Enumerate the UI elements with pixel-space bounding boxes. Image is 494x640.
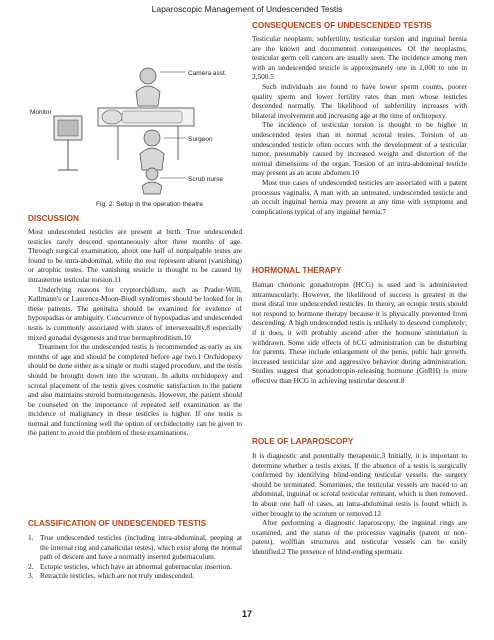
figure-caption: Fig. 2: Setup in the operation theatre bbox=[96, 201, 204, 208]
discussion-text bbox=[28, 227, 242, 438]
running-header: Laparoscopic Management of Undescended Testis bbox=[151, 4, 343, 14]
laparoscopy-paragraph-1: It is diagnostic and potentially therapeutic.3 Initially, it is important to determine whether a testis exists. If the absence of a testis is surgically confirmed by identifying blind-ending testicular vessels, the surgery should be terminated. Sometimes, the testicular vessels are traced to an abdominal, inguinal or scrotal testicular remnant, which is then removed. In about one half of cases, an intra-abdominal testis is found which is either brought to the scrotum or removed.12 bbox=[252, 451, 467, 518]
camera-assistant-drawing bbox=[136, 68, 160, 106]
hormonal-paragraph-1: Human chorionic gonadotropin (HCG) is used and is administered intramuscularly. However, the likelihood of success is greatest in the most distal true undescended testicles. In theory, an ectopic testis should not respond to hormone therapy because it is physically prevented from descending. A high undescended testis is unlikely to descend completely; if it does, it will probably ascend after the hormone stimulation is withdrawn. Some side effects of hCG administration can be disturbing for parents. These include enlargement of the penis, pubic hair growth, increased testicular size and aggressive behavior during administration. Studies suggest that gonadotropin-releasing hormone (GnRH) is more effective than HCG in achieving testicular descent.8 bbox=[252, 280, 467, 385]
monitor-drawing bbox=[54, 116, 82, 170]
discussion-paragraph-2: Underlying reasons for cryptorchidism, such as Prader-Willi, Kallmann's or Laurence-Moon-Biedl syndromes should be looked for in these patients. The genitalia should be examined for evidence of hypospadias or ambiguity. Concurrence of hypospadias and undescended testis is commonly associated with states of intersexuality,8 especially mixed gonadal dysgenesis and true hermaphroditism.10 bbox=[28, 284, 242, 342]
consequences-paragraph-3: The incidence of testicular torsion is thought to be higher in undescended testes than in normal scrotal testes. Torsion of an undescended testicle often occurs with the development of a testicular tumor, presumably caused by increased weight and distortion of the normal dimensions of the organ. Torsion of an intra-abdominal testicle may present as an acute abdomen.10 bbox=[252, 120, 467, 178]
surgeon-drawing bbox=[140, 130, 164, 170]
monitor-label: Monitor bbox=[30, 109, 52, 116]
discussion-heading: DISCUSSION bbox=[28, 214, 79, 223]
consequences-paragraph-1: Testicular neoplasm, subfertility, testicular torsion and inguinal hernia are the known and documented consequences. Of the neoplasms, testicular germ cell cancers are usually seen. The incidence among men with an undescended testicle is approximately one in 1,000 to one in 2,500.5 bbox=[252, 34, 467, 82]
discussion-paragraph-1: Most undescended testicles are present at birth. True undescended testicles rarely descend spontaneously after three months of age. Through surgical examination, about one half of nonpalpable testes are found to be intra-abdominal, while the rest represent absent (vanishing) or atrophic testes. The vanishing testicle is thought to be caused by intrauterine testicular torsion.11 bbox=[28, 227, 242, 284]
consequences-paragraph-2: Such individuals are found to have lower sperm counts, poorer quality sperm and lower fertility rates than men whose testicles descended normally. The likelihood of subfertility increases with bilateral involvement and increasing age at the time of orchiopexy. bbox=[252, 81, 467, 120]
camera-asst-label: Camera asst. bbox=[188, 70, 227, 77]
laparoscopy-paragraph-2: After performing a diagnostic laparoscopy, the inguinal rings are examined, and the status of the processus vaginalis (patent or non-patent), wolffian structures and testicular vessels can be easily identified.2 The presence of blind-ending spermatic bbox=[252, 518, 467, 556]
classification-list-container bbox=[28, 533, 242, 581]
consequences-paragraph-4: Most true cases of undescended testicles are associated with a patent processus vaginalis. A man with an untreated, undescended testicle and an occult inguinal hernia may present at any time with symptoms and complications typical of any inguinal hernia.7 bbox=[252, 177, 467, 216]
scrub-nurse-drawing bbox=[142, 168, 162, 194]
scrub-nurse-label: Scrub nurse bbox=[188, 176, 224, 183]
list-item: 1. True undescended testicles (including intra-abdominal, peeping at the internal ring and canalicular testes), which exist along the normal path of descent and have a normally inserted gubernaculum. bbox=[28, 533, 242, 562]
list-item: 2. Ectopic testicles, which have an abnormal gubernacular insertion. bbox=[28, 561, 232, 571]
classification-list bbox=[28, 533, 242, 581]
hormonal-text bbox=[252, 280, 467, 386]
discussion-paragraph-3: Treatment for the undescended testis is recommended as early as six months of age and should be completed before age two.1 Orchidopexy should be done either as a single or multi staged procedure, and the testis should be brought down into the scrotum. In adults orchidopexy and scrotal placement of the testis gives cosmetic satisfaction to the patient and also maintains steroid hormonogenesis. However, the patient should be counseled on the importance of repeated self examination as the incidence of malignancy in these testicles is higher. If one testis is normal and functioning well the option of orchidectomy can be given to the patient to avoid the problem of these examinations. bbox=[28, 342, 242, 438]
classification-heading: CLASSIFICATION OF UNDESCENDED TESTIS bbox=[28, 519, 207, 528]
page-number: 17 bbox=[241, 609, 252, 619]
hormonal-heading: HORMONAL THERAPY bbox=[252, 266, 342, 275]
consequences-text bbox=[252, 34, 467, 216]
laparoscopy-heading: ROLE OF LAPAROSCOPY bbox=[252, 437, 354, 446]
laparoscopy-text bbox=[252, 451, 467, 557]
list-item: 3. Retractile testicles, which are not truly undescended. bbox=[28, 571, 194, 581]
surgeon-label: Surgeon bbox=[188, 136, 213, 143]
consequences-heading: CONSEQUENCES OF UNDESCENDED TESTIS bbox=[252, 21, 432, 30]
operation-theatre-figure bbox=[28, 20, 242, 196]
